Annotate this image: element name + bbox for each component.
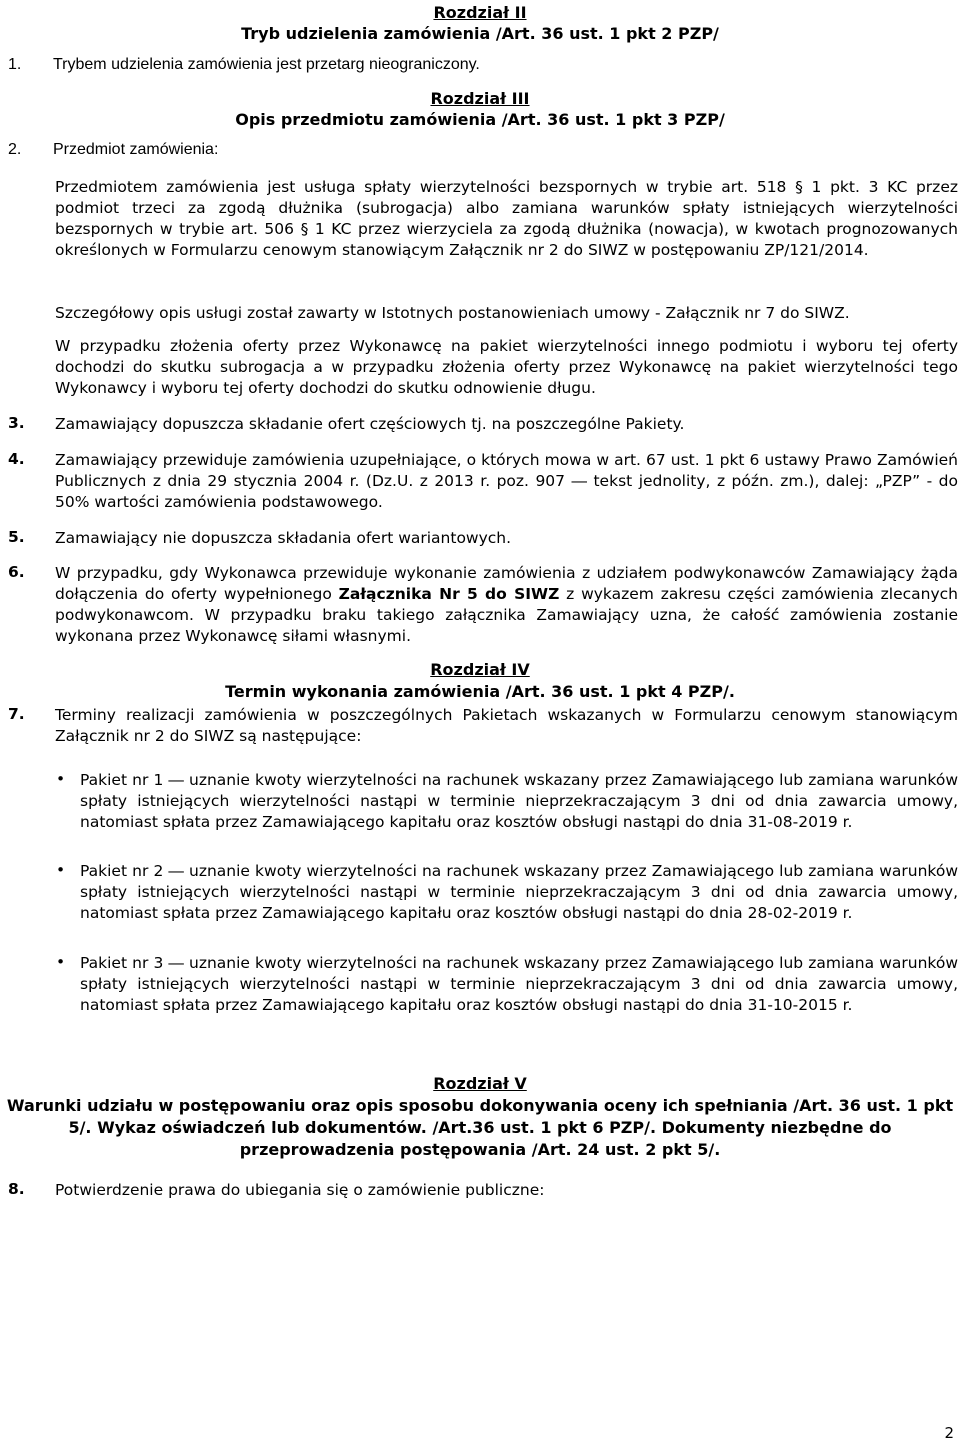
item-6-attachment-ref: Załącznika Nr 5 do SIWZ [338, 585, 560, 603]
item-3-number: 3. [8, 414, 25, 432]
list-item-pakiet-3: Pakiet nr 3 ― uznanie kwoty wierzytelności na rachunek wskazany przez Zamawiającego lub zamiana warunków spłaty istniejących wierzytelności nastąpi w terminie nieprzekraczającym 3 dni od dnia zawarcia umowy, natomiast spłata przez Zamawiającego kapitału oraz kosztów obsługi nastąpi do dnia 31-10-2015 r. [80, 954, 958, 1014]
item-2-p1-part-e: 1 KC przez wierzyciela za zgodą dłużnika (nowacja), w kwotach prognozowanych określonych w Formularzu cenowym stanowiącym Załącznik nr 2 do SIWZ w postępowaniu ZP/121/2014. [55, 220, 958, 259]
list-item-pakiet-1: Pakiet nr 1 ― uznanie kwoty wierzytelności na rachunek wskazany przez Zamawiającego lub zamiana warunków spłaty istniejących wierzytelności nastąpi w terminie nieprzekraczającym 3 dni od dnia zawarcia umowy, natomiast spłata przez Zamawiającego kapitału oraz kosztów obsługi nastąpi do dnia 31-08-2019 r. [80, 771, 958, 831]
item-1-number: 1. [8, 56, 22, 73]
section-2-subtitle: Tryb udzielenia zamówienia /Art. 36 ust. 1 pkt 2 PZP/ [241, 24, 719, 43]
section-3-title: Rozdział III [430, 89, 530, 108]
item-6-part-c: z wykazem zakresu części zamówienia zlecanych podwykonawcom. W przypadku braku takiego załącznika Zamawiający uzna, że całość zamówienia zostanie wykonana przez Wykonawcę siłami własnymi. [55, 585, 958, 645]
item-5-text: Zamawiający nie dopuszcza składania ofert wariantowych. [55, 529, 512, 547]
item-7-text: Terminy realizacji zamówienia w poszczególnych Pakietach wskazanych w Formularzu cenowym stanowiącym Załącznik nr 2 do SIWZ są następujące: [55, 706, 958, 745]
item-7-number: 7. [8, 705, 25, 723]
item-6-number: 6. [8, 563, 25, 581]
bullet-icon: • [56, 770, 66, 788]
item-1-text: Trybem udzielenia zamówienia jest przetarg nieograniczony. [53, 56, 480, 73]
item-5-number: 5. [8, 528, 25, 546]
item-3-text: Zamawiający dopuszcza składanie ofert częściowych tj. na poszczególne Pakiety. [55, 415, 685, 433]
section-4-subtitle: Termin wykonania zamówienia /Art. 36 ust. 1 pkt 4 PZP/. [225, 682, 735, 701]
item-8-number: 8. [8, 1180, 25, 1198]
bullet-icon: • [56, 861, 66, 879]
item-2-paragraph-1 [55, 177, 958, 261]
item-2-number: 2. [8, 141, 22, 158]
section-5-title: Rozdział V [433, 1074, 527, 1093]
section-4-title: Rozdział IV [430, 660, 530, 679]
list-item-pakiet-2: Pakiet nr 2 ― uznanie kwoty wierzytelności na rachunek wskazany przez Zamawiającego lub zamiana warunków spłaty istniejących wierzytelności nastąpi w terminie nieprzekraczającym 3 dni od dnia zawarcia umowy, natomiast spłata przez Zamawiającego kapitału oraz kosztów obsługi nastąpi do dnia 28-02-2019 r. [80, 862, 958, 922]
item-4-number: 4. [8, 450, 25, 468]
item-2-label: Przedmiot zamówienia: [53, 141, 219, 158]
item-4-text: Zamawiający przewiduje zamówienia uzupełniające, o których mowa w art. 67 ust. 1 pkt 6 ustawy Prawo Zamówień Publicznych z dnia 29 stycznia 2004 r. (Dz.U. z 2013 r. poz. 907 ― tekst jednolity, z późn. zm.), dalej: „PZP” - do 50% wartości zamówienia podstawowego. [55, 451, 958, 511]
section-5-subtitle: Warunki udziału w postępowaniu oraz opis sposobu dokonywania oceny ich spełniania /Art. 36 ust. 1 pkt 5/. Wykaz oświadczeń lub dokumentów. /Art.36 ust. 1 pkt 6 PZP/. Dokumenty niezbędne do przeprowadzenia postępowania /Art. 24 ust. 2 pkt 5/. [6, 1096, 954, 1159]
item-2-p1-part-a: Przedmiotem zamówienia jest usługa spłaty wierzytelności bezspornych w trybie art. 518 [55, 178, 796, 196]
bullet-icon: • [56, 953, 66, 971]
item-2-paragraph-3: W przypadku złożenia oferty przez Wykonawcę na pakiet wierzytelności innego podmiotu i wyboru tej oferty dochodzi do skutku subrogacja a w przypadku złożenia oferty przez Wykonawcę na pakiet wierzytelności tego Wykonawcy i wyboru tej oferty dochodzi do skutku odnowienie długu. [55, 337, 958, 397]
page-number: 2 [944, 1424, 954, 1442]
item-6-text [55, 563, 958, 647]
section-sign: § [795, 178, 803, 196]
item-2-p1-part-c: 1 pkt. 3 KC przez podmiot trzeci za zgodą dłużnika (subrogacja) albo zamiana warunków spłaty istniejących wierzytelności bezspornych w trybie art. 506 [55, 178, 958, 238]
item-2-paragraph-2: Szczegółowy opis usługi został zawarty w Istotnych postanowieniach umowy - Załącznik nr 7 do SIWZ. [55, 304, 850, 322]
item-6-part-a: W przypadku, gdy Wykonawca przewiduje wykonanie zamówienia z udziałem podwykonawców Zamawiający żąda dołączenia do oferty wypełnionego [55, 564, 958, 603]
section-3-subtitle: Opis przedmiotu zamówienia /Art. 36 ust. 1 pkt 3 PZP/ [235, 110, 725, 129]
section-sign: § [300, 220, 309, 238]
section-2-title: Rozdział II [433, 3, 527, 22]
item-8-text: Potwierdzenie prawa do ubiegania się o zamówienie publiczne: [55, 1181, 545, 1199]
